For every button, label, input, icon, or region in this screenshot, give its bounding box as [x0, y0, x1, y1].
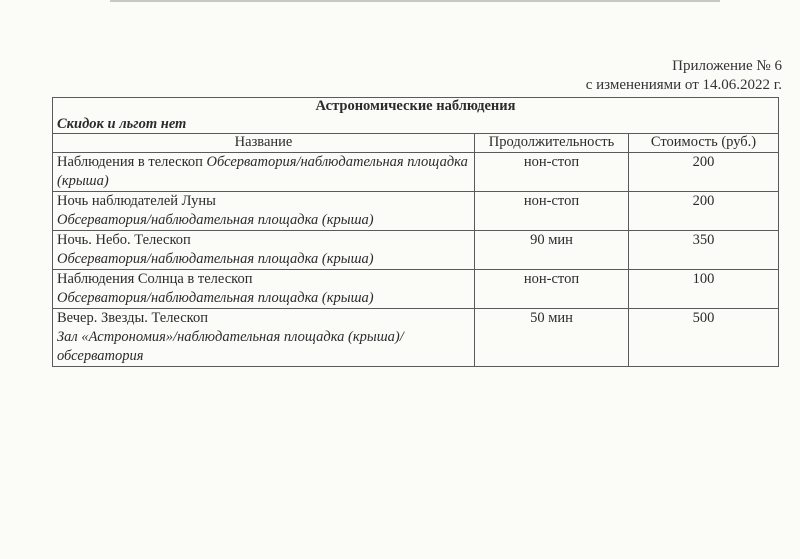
table-title-row	[53, 98, 779, 117]
duration-cell: нон-стоп	[475, 270, 629, 309]
table-title: Астрономические наблюдения	[53, 98, 779, 117]
header-duration: Продолжительность	[475, 134, 629, 153]
table-header-row	[53, 134, 779, 153]
program-name: Ночь наблюдателей Луны	[57, 193, 216, 209]
program-name: Наблюдения в телескоп	[57, 154, 203, 170]
program-location: Зал «Астрономия»/наблюдательная площадка (крыша)/обсерватория	[57, 329, 404, 364]
duration-cell: нон-стоп	[475, 192, 629, 231]
appendix-number: Приложение № 6	[672, 58, 782, 74]
program-cell	[53, 270, 475, 309]
price-cell: 350	[629, 231, 779, 270]
program-cell	[53, 231, 475, 270]
program-name: Вечер. Звезды. Телескоп	[57, 310, 208, 326]
price-cell: 200	[629, 153, 779, 192]
duration-cell: 50 мин	[475, 309, 629, 367]
table-row	[53, 192, 779, 231]
header-price: Стоимость (руб.)	[629, 134, 779, 153]
table-row	[53, 270, 779, 309]
duration-cell: 90 мин	[475, 231, 629, 270]
program-cell	[53, 309, 475, 367]
program-name: Ночь. Небо. Телескоп	[57, 232, 191, 248]
program-location: Обсерватория/наблюдательная площадка (крыша)	[57, 290, 374, 306]
header-name: Название	[53, 134, 475, 153]
price-cell: 100	[629, 270, 779, 309]
program-cell	[53, 153, 475, 192]
program-location: Обсерватория/наблюдательная площадка (крыша)	[57, 154, 468, 189]
discount-note: Скидок и льгот нет	[53, 116, 779, 134]
price-cell: 500	[629, 309, 779, 367]
program-cell	[53, 192, 475, 231]
program-location: Обсерватория/наблюдательная площадка (крыша)	[57, 212, 374, 228]
appendix-revision-date: с изменениями от 14.06.2022 г.	[585, 77, 782, 93]
program-location: Обсерватория/наблюдательная площадка (крыша)	[57, 251, 374, 267]
duration-cell: нон-стоп	[475, 153, 629, 192]
scan-top-edge	[110, 0, 720, 2]
table-row	[53, 153, 779, 192]
price-cell: 200	[629, 192, 779, 231]
appendix-header	[586, 57, 782, 95]
table-row	[53, 309, 779, 367]
program-name: Наблюдения Солнца в телескоп	[57, 271, 253, 287]
table-subtitle-row	[53, 116, 779, 134]
table-row	[53, 231, 779, 270]
price-table	[52, 97, 779, 367]
